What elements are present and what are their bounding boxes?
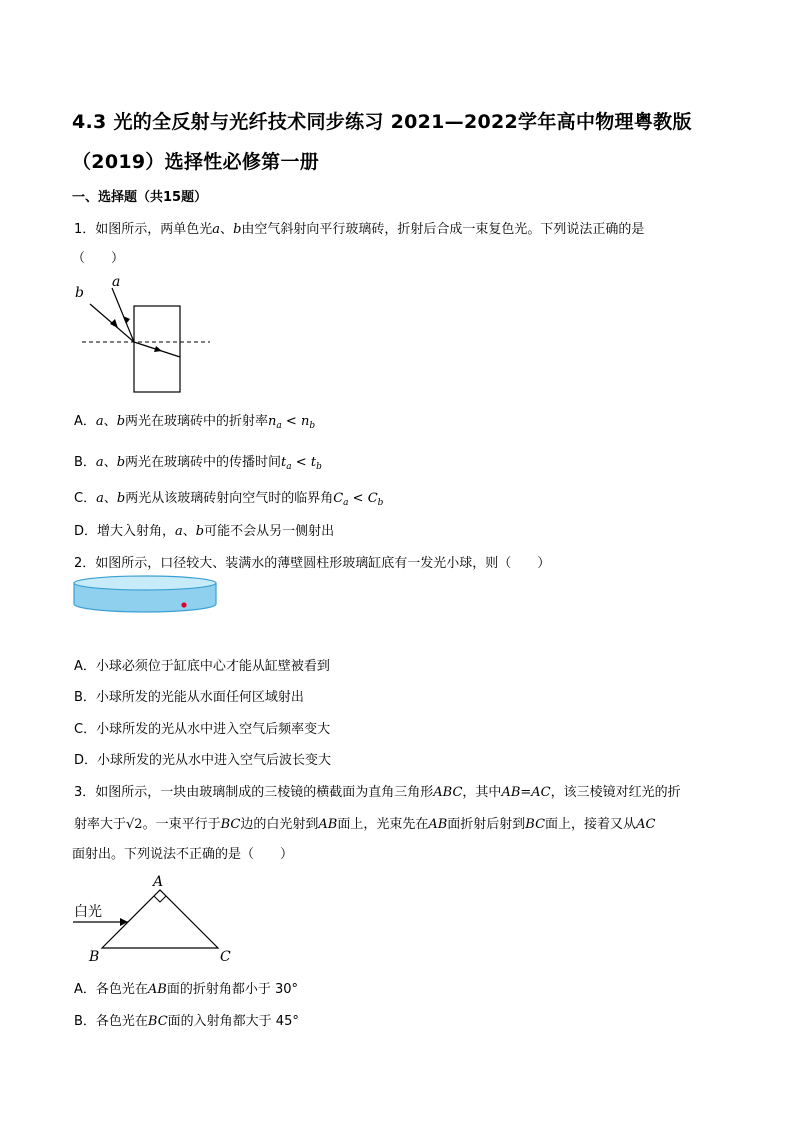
q1-answer-paren: （ ） xyxy=(72,251,125,266)
refracted-ray-arrow xyxy=(154,346,162,352)
q3-stem-line1: 3．如图所示，一块由玻璃制成的三棱镜的横截面为直角三角形ABC，其中AB=AC，该三棱镜对红光的折 xyxy=(74,785,681,800)
q1-option-d[interactable]: D．增大入射角，a、b可能不会从另一侧射出 xyxy=(74,524,335,539)
q1-stem: 1．如图所示，两单色光a、b由空气斜射向平行玻璃砖，折射后合成一束复色光。下列说法正确的是 xyxy=(74,222,645,237)
vertex-c: C xyxy=(220,949,231,962)
glowing-ball xyxy=(181,602,186,607)
prism-triangle xyxy=(102,890,218,948)
white-light-label: 白光 xyxy=(74,904,102,920)
q1-option-a[interactable]: A．a、b两光在玻璃砖中的折射率$n_a < n_b$ xyxy=(74,414,316,431)
white-light-arrow xyxy=(120,918,128,926)
q2-stem: 2．如图所示，口径较大、装满水的薄壁圆柱形玻璃缸底有一发光小球，则（ ） xyxy=(74,556,551,571)
ray-a-arrow xyxy=(123,316,130,324)
section-heading: 一、选择题（共15题） xyxy=(72,190,208,205)
q1-figure xyxy=(70,272,220,397)
q2-tank-figure xyxy=(70,574,220,616)
q3-prism-figure xyxy=(70,870,245,962)
q1-option-c[interactable]: C．a、b两光从该玻璃砖射向空气时的临界角$C_a < C_b$ xyxy=(74,491,384,508)
ray-a xyxy=(112,288,134,342)
water-surface xyxy=(74,576,216,590)
q2-option-d[interactable]: D．小球所发的光从水中进入空气后波长变大 xyxy=(74,753,332,768)
label-b: b xyxy=(75,285,84,301)
page-title-line2: （2019）选择性必修第一册 xyxy=(72,151,320,173)
q3-option-b[interactable]: B．各色光在BC面的入射角都大于 45° xyxy=(74,1014,299,1029)
q3-stem-line2: 射率大于√2。一束平行于BC边的白光射到AB面上，光束先在AB面折射后射到BC面上，接着又从AC xyxy=(74,817,656,832)
vertex-a: A xyxy=(153,874,164,890)
q2-option-c[interactable]: C．小球所发的光从水中进入空气后频率变大 xyxy=(74,722,331,737)
vertex-b: B xyxy=(89,949,100,962)
q2-option-b[interactable]: B．小球所发的光能从水面任何区域射出 xyxy=(74,690,304,705)
ray-b-arrow xyxy=(110,319,118,328)
q1-option-b[interactable]: B．a、b两光在玻璃砖中的传播时间$t_a < t_b$ xyxy=(74,455,322,472)
page-title-line1: 4.3 光的全反射与光纤技术同步练习 2021—2022学年高中物理粤教版 xyxy=(72,111,692,133)
q3-stem-line3: 面射出。下列说法不正确的是（ ） xyxy=(72,847,294,862)
q2-option-a[interactable]: A．小球必须位于缸底中心才能从缸壁被看到 xyxy=(74,659,330,674)
right-angle-mark xyxy=(154,896,166,902)
label-a: a xyxy=(112,274,121,290)
q3-option-a[interactable]: A．各色光在AB面的折射角都小于 30° xyxy=(74,982,299,997)
